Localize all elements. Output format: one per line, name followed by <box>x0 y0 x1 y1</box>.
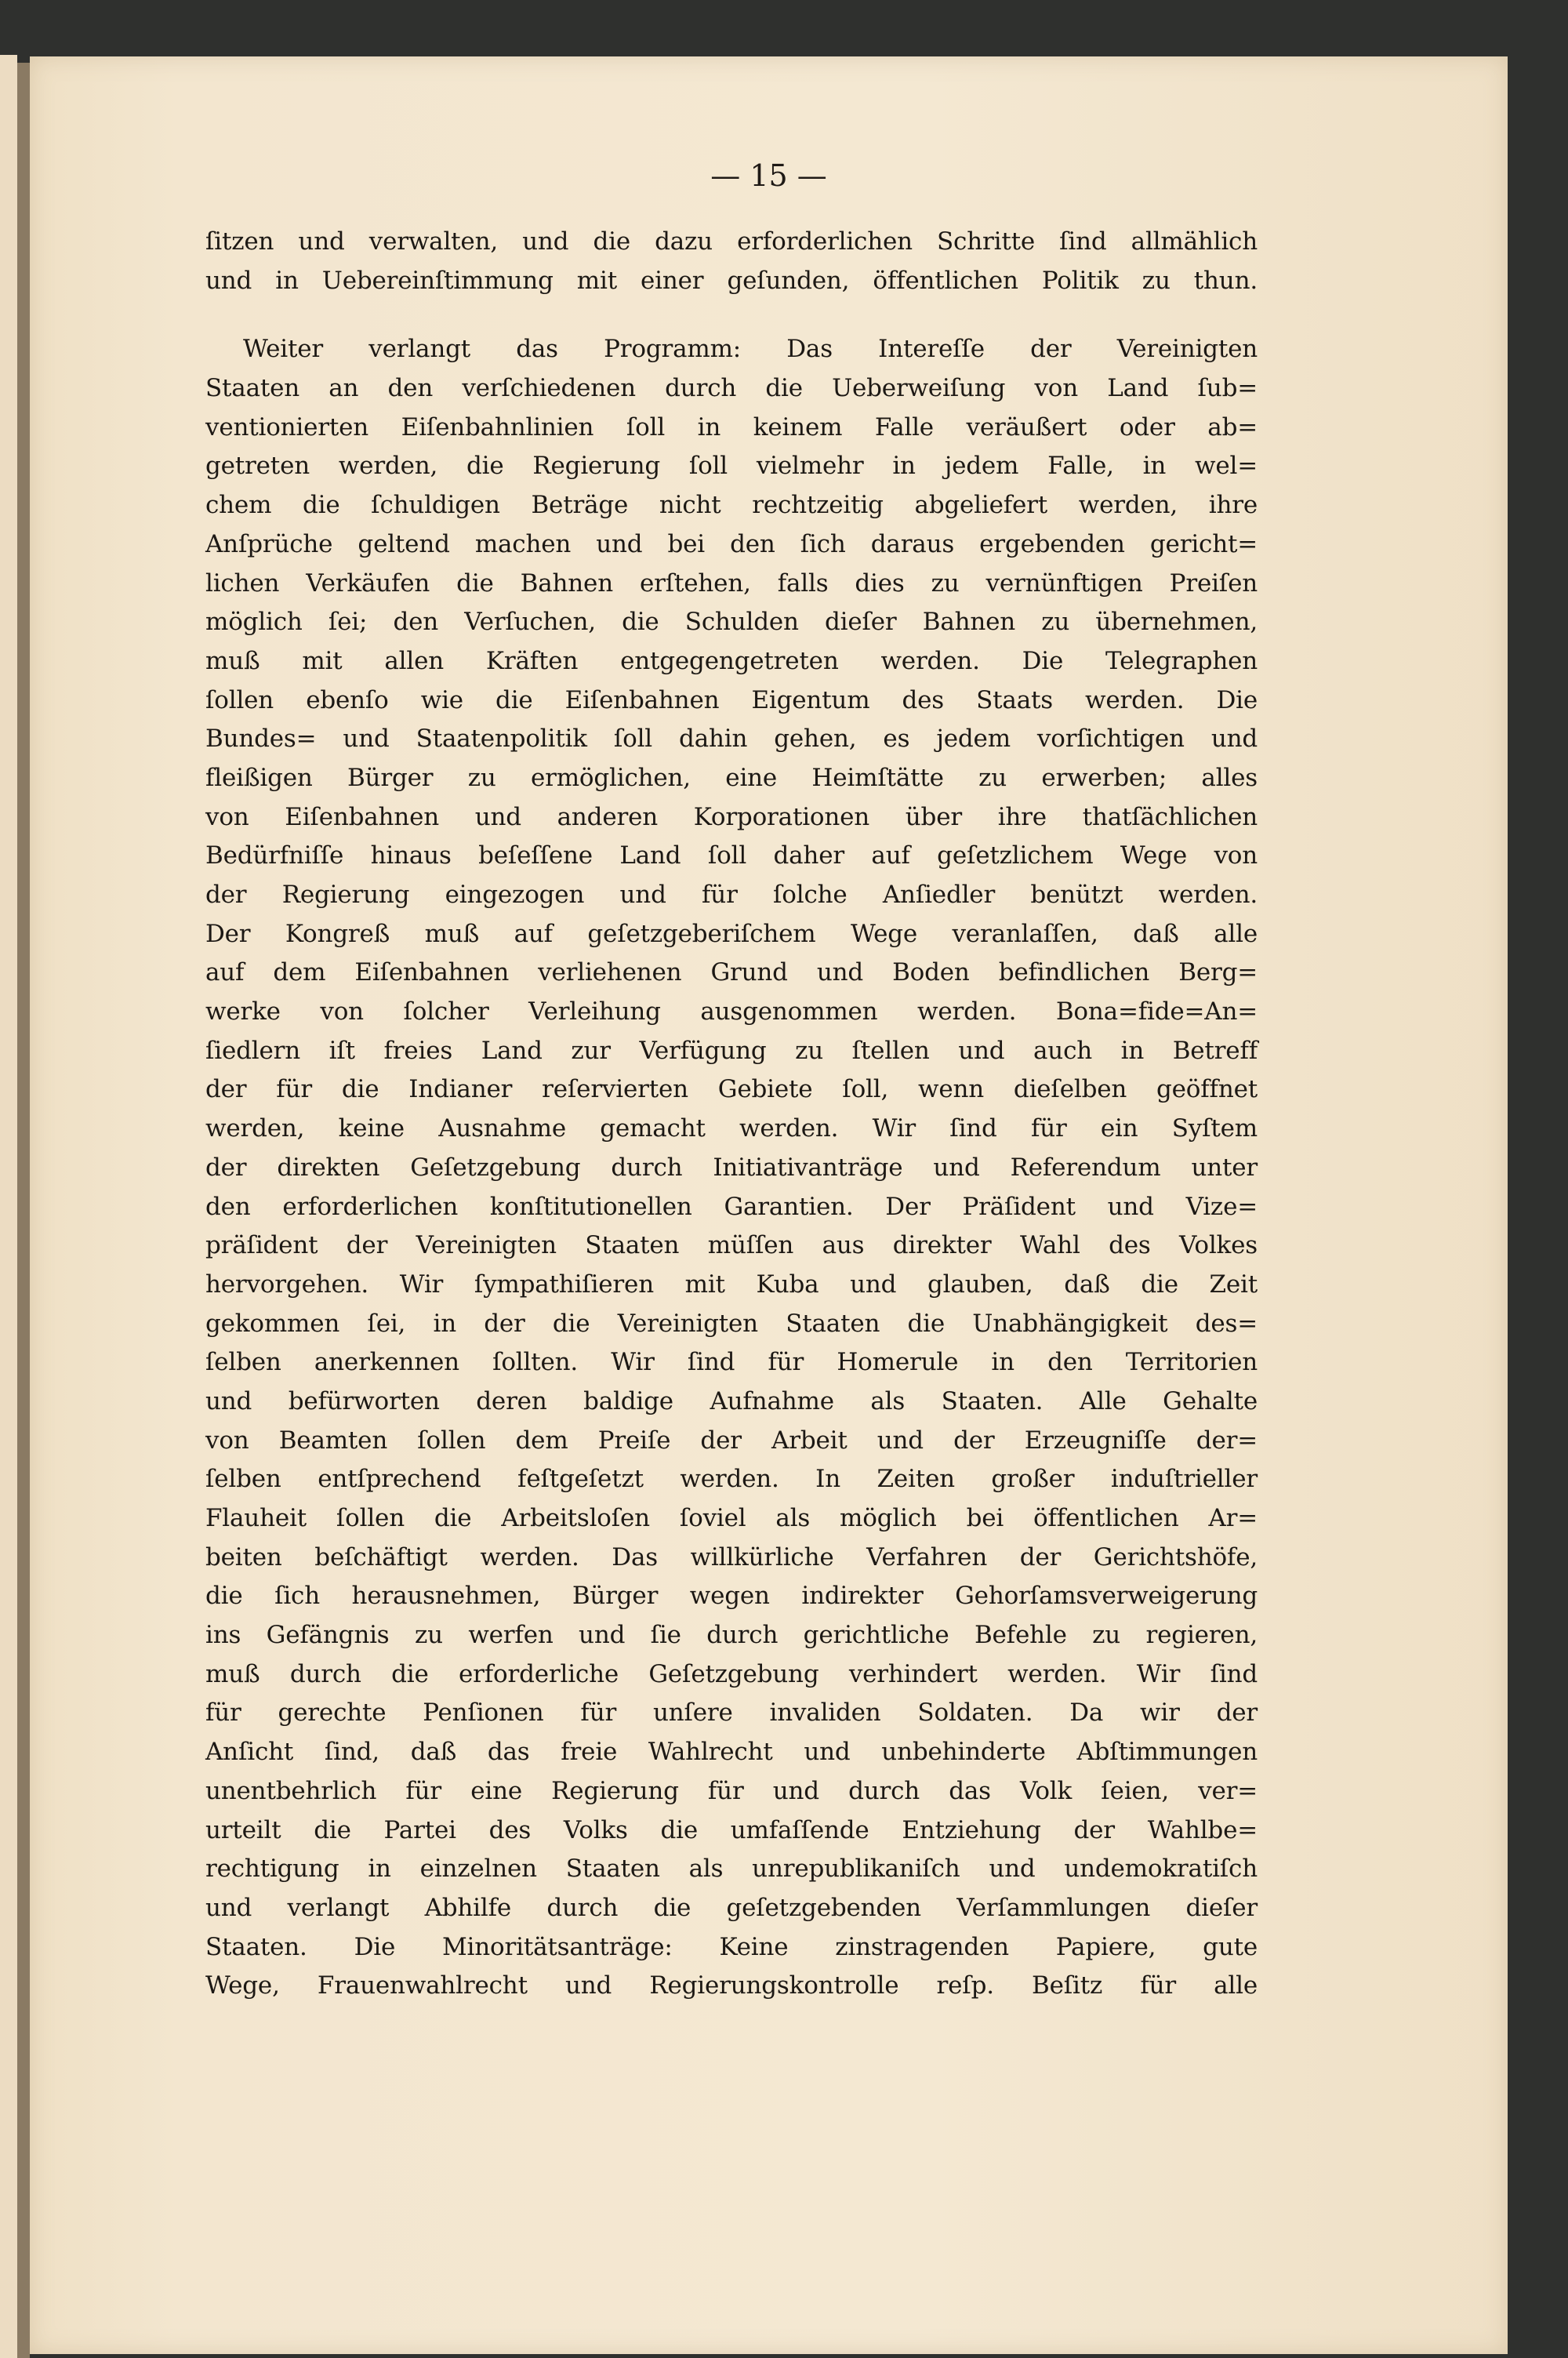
text-line: Staaten. Die Minoritätsanträge: Keine zinstragenden Papiere, gute <box>205 1932 1258 1961</box>
book-gutter <box>17 63 30 2358</box>
paragraph-gap <box>205 300 1258 330</box>
text-line: urteilt die Partei des Volks die umfaſſende Entziehung der Wahlbe= <box>205 1815 1258 1844</box>
text-line: rechtigung in einzelnen Staaten als unrepublikaniſch und undemokratiſch <box>205 1855 1258 1884</box>
text-line: ſollen ebenſo wie die Eiſenbahnen Eigentum des Staats werden. Die <box>205 685 1258 714</box>
text-line: Bedürfniſſe hinaus beſeſſene Land ſoll daher auf geſetzlichem Wege von <box>205 841 1258 870</box>
text-line: Bundes= und Staatenpolitik ſoll dahin gehen, es jedem vorſichtigen und <box>205 725 1258 754</box>
text-line: chem die ſchuldigen Beträge nicht rechtzeitig abgeliefert werden, ihre <box>205 491 1258 520</box>
text-line: getreten werden, die Regierung ſoll vielmehr in jedem Falle, in wel= <box>205 452 1258 481</box>
text-line: und verlangt Abhilfe durch die geſetzgebenden Verſammlungen dieſer <box>205 1893 1258 1922</box>
text-line: Staaten an den verſchiedenen durch die Ueberweiſung von Land ſub= <box>205 374 1258 403</box>
text-line: Anſicht ſind, daß das freie Wahlrecht und unbehinderte Abſtimmungen <box>205 1738 1258 1767</box>
text-line: von Beamten ſollen dem Preiſe der Arbeit und der Erzeugniſſe der= <box>205 1426 1258 1455</box>
previous-page-edge <box>0 55 17 2358</box>
text-line: muß durch die erforderliche Geſetzgebung verhindert werden. Wir ſind <box>205 1659 1258 1688</box>
text-line: Anſprüche geltend machen und bei den ſich daraus ergebenden gericht= <box>205 529 1258 558</box>
text-line: und befürworten deren baldige Aufnahme als Staaten. Alle Gehalte <box>205 1386 1258 1415</box>
text-line: ſitzen und verwalten, und die dazu erforderlichen Schritte ſind allmählich <box>205 227 1258 256</box>
text-line: ins Gefängnis zu werfen und ſie durch gerichtliche Befehle zu regieren, <box>205 1621 1258 1650</box>
text-line: ſelben entſprechend feſtgeſetzt werden. In Zeiten großer induſtrieller <box>205 1465 1258 1494</box>
text-line: für gerechte Penſionen für unſere invaliden Soldaten. Da wir der <box>205 1699 1258 1728</box>
text-line: werke von ſolcher Verleihung ausgenommen werden. Bona=fide=An= <box>205 997 1258 1026</box>
text-line: gekommen ſei, in der die Vereinigten Staaten die Unabhängigkeit des= <box>205 1309 1258 1338</box>
page-body-text <box>205 223 1258 2006</box>
paragraph <box>205 223 1258 300</box>
text-line: werden, keine Ausnahme gemacht werden. Wir ſind für ein Syſtem <box>205 1114 1258 1143</box>
text-line: von Eiſenbahnen und anderen Korporationen über ihre thatſächlichen <box>205 802 1258 831</box>
text-line: präſident der Vereinigten Staaten müſſen aus direkter Wahl des Volkes <box>205 1231 1258 1260</box>
text-line: der für die Indianer reſervierten Gebiete ſoll, wenn dieſelben geöffnet <box>205 1075 1258 1104</box>
text-line: hervorgehen. Wir ſympathiſieren mit Kuba und glauben, daß die Zeit <box>205 1270 1258 1299</box>
text-line: Weiter verlangt das Programm: Das Intereſſe der Vereinigten <box>243 335 1258 364</box>
text-line: der direkten Geſetzgebung durch Initiativanträge und Referendum unter <box>205 1153 1258 1182</box>
book-page <box>30 56 1508 2354</box>
page-number: — 15 — <box>710 158 827 193</box>
text-line: Flauheit ſollen die Arbeitsloſen ſoviel als möglich bei öffentlichen Ar= <box>205 1504 1258 1532</box>
text-line: lichen Verkäufen die Bahnen erſtehen, falls dies zu vernünftigen Preiſen <box>205 569 1258 598</box>
text-line: Der Kongreß muß auf geſetzgeberiſchem Wege veranlaſſen, daß alle <box>205 919 1258 948</box>
text-line: ventionierten Eiſenbahnlinien ſoll in keinem Falle veräußert oder ab= <box>205 412 1258 441</box>
text-line: und in Uebereinſtimmung mit einer geſunden, öffentlichen Politik zu thun. <box>205 266 1258 295</box>
text-line: ſelben anerkennen ſollten. Wir ſind für Homerule in den Territorien <box>205 1348 1258 1377</box>
text-line: den erforderlichen konſtitutionellen Garantien. Der Präſident und Vize= <box>205 1192 1258 1221</box>
text-line: möglich ſei; den Verſuchen, die Schulden dieſer Bahnen zu übernehmen, <box>205 608 1258 637</box>
text-line: Wege, Frauenwahlrecht und Regierungskontrolle reſp. Beſitz für alle <box>205 1971 1258 2000</box>
text-line: beiten beſchäftigt werden. Das willkürliche Verfahren der Gerichtshöfe, <box>205 1542 1258 1571</box>
paragraph <box>205 330 1258 2006</box>
text-line: auf dem Eiſenbahnen verliehenen Grund und Boden befindlichen Berg= <box>205 958 1258 987</box>
text-line: muß mit allen Kräften entgegengetreten werden. Die Telegraphen <box>205 646 1258 675</box>
text-line: der Regierung eingezogen und für ſolche Anſiedler benützt werden. <box>205 881 1258 909</box>
text-line: ſiedlern iſt freies Land zur Verfügung zu ſtellen und auch in Betreff <box>205 1036 1258 1065</box>
text-line: unentbehrlich für eine Regierung für und durch das Volk ſeien, ver= <box>205 1776 1258 1805</box>
text-line: fleißigen Bürger zu ermöglichen, eine Heimſtätte zu erwerben; alles <box>205 763 1258 792</box>
text-line: die ſich herausnehmen, Bürger wegen indirekter Gehorſamsverweigerung <box>205 1582 1258 1611</box>
